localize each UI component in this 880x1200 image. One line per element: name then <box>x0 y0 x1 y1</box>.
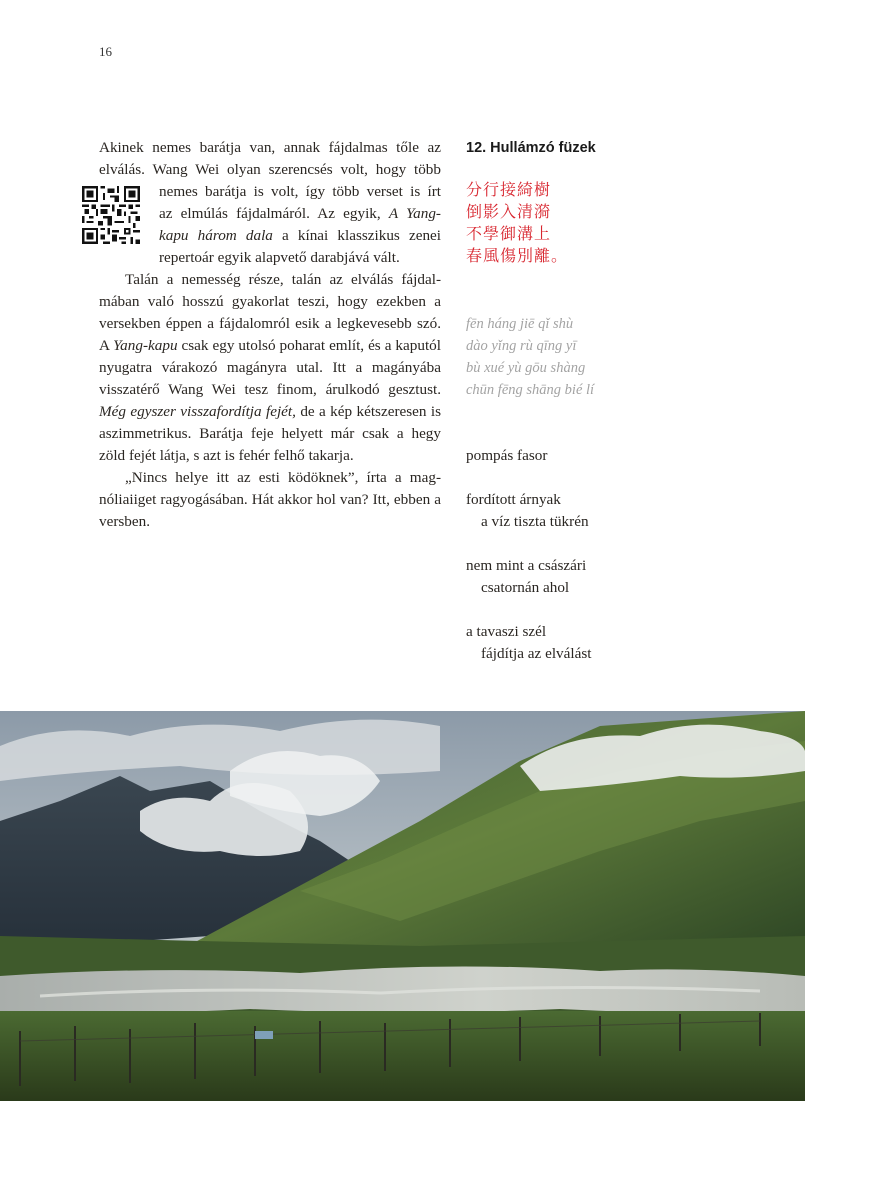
poem-title-ref-1: A Yang- <box>388 205 441 222</box>
translation-line: nem mint a császári <box>466 557 587 574</box>
qr-line-1: nemes barátja is volt, így több verset is írt <box>159 183 441 200</box>
stanza-2 <box>466 489 696 533</box>
qr-line-2-text: az elmúlás fájdalmáról. Az egyik, <box>159 205 389 222</box>
p2-emphasis-1: Yang-kapu <box>113 337 178 354</box>
qr-code-icon[interactable] <box>82 186 140 244</box>
pinyin-line: fēn háng jiē qǐ shù <box>466 316 574 332</box>
translation-line: pompás fasor <box>466 447 548 464</box>
paragraph-1-continued <box>159 181 441 269</box>
poem-title-ref-2: kapu három dala <box>159 227 273 244</box>
hungarian-translation <box>466 445 696 665</box>
p2-emphasis-2: Még egyszer visszafordítja fejét, <box>99 403 296 420</box>
qr-line-4: repertoár egyik alapvető darabjává vált. <box>159 249 400 266</box>
chinese-line: 春風傷別離。 <box>466 246 569 265</box>
stanza-1 <box>466 445 696 467</box>
poem-title: 12. Hullámzó füzek <box>466 140 596 156</box>
chinese-line: 分行接綺樹 <box>466 180 552 199</box>
paragraph-2 <box>99 269 441 467</box>
pinyin-line: bù xué yù gōu shàng <box>466 360 586 376</box>
stanza-3 <box>466 555 696 599</box>
translation-line-indented: a víz tiszta tükrén <box>481 513 589 530</box>
translation-line-indented: csatornán ahol <box>481 579 570 596</box>
translation-line: fordított árnyak <box>466 491 561 508</box>
translation-line-indented: fájdítja az elválást <box>481 645 592 662</box>
chinese-line: 不學御溝上 <box>466 224 552 243</box>
paragraph-1-line-2: elválás. Wang Wei olyan szerencsés volt, hogy több <box>99 161 441 178</box>
translation-line: a tavaszi szél <box>466 623 547 640</box>
qr-line-2 <box>159 203 441 225</box>
page-number: 16 <box>99 44 112 59</box>
chinese-original <box>466 179 696 267</box>
body-text <box>99 137 441 533</box>
pinyin-line: dào yǐng rù qīng yī <box>466 338 577 354</box>
p2-text-1: Talán a nemesség része, talán az elválás fájdalmában való hosszú gyakorlat teszi, hogy ezekben a versekben éppen a fájdalomról esik a legkevesebb szó. A <box>99 271 441 354</box>
paragraph-1-line-1: Akinek nemes barátja van, annak fájdalmas tőle az <box>99 139 441 156</box>
paragraph-1 <box>99 137 441 181</box>
pinyin-line: chūn fēng shāng bié lí <box>466 382 595 398</box>
qr-line-3 <box>159 225 441 247</box>
stanza-4 <box>466 621 696 665</box>
qr-line-3-text: a kínai klasszikus zenei <box>272 227 441 244</box>
paragraph-3: „Nincs helye itt az esti ködöknek”, írta a magnóliaiiget ragyogásában. Hát akkor hol van? Itt, ebben a versben. <box>99 469 441 530</box>
qr-wrap-block <box>99 181 441 269</box>
poem-column <box>466 137 696 687</box>
chinese-line: 倒影入清漪 <box>466 202 552 221</box>
pinyin-transliteration <box>466 313 696 401</box>
p2-text-3: de a kép kétszeresen is aszimmetrikus. Barátja feje helyett már csak a hegy zöld fejét látja, s azt is fehér felhő takarja. <box>99 403 442 464</box>
mountain-valley-photo <box>0 711 805 1101</box>
p2-text-2: csak egy utolsó poharat említ, és a kaputól nyugatra várakozó magányra utal. Itt a magányába visszatérő Wang Wei tesz finom, árulkodó gesztust. <box>99 337 441 398</box>
